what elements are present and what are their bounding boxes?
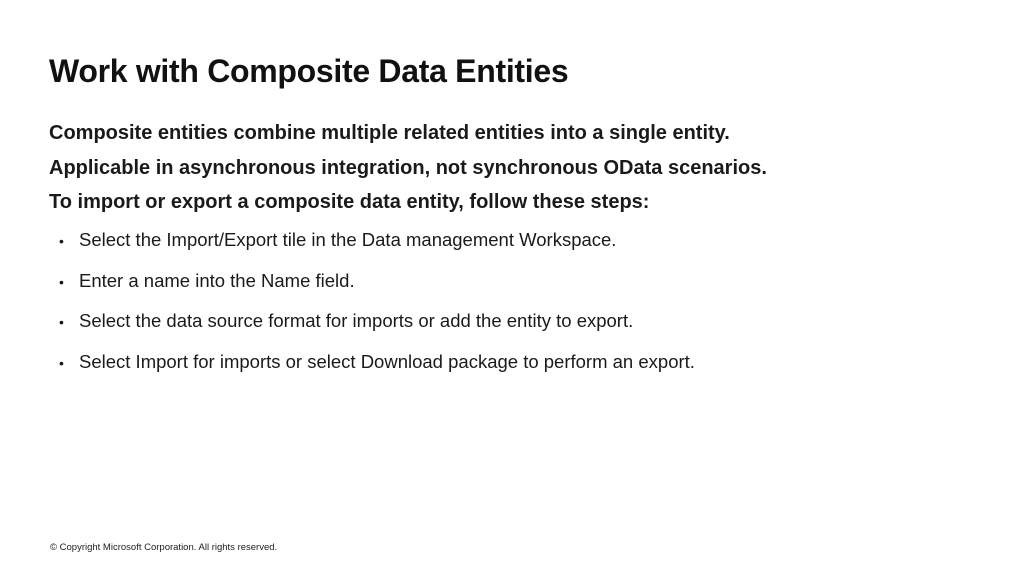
bullet-icon: •	[59, 354, 64, 371]
step-text: Enter a name into the Name field.	[79, 269, 355, 291]
copyright-footer: © Copyright Microsoft Corporation. All rights reserved.	[50, 542, 278, 553]
intro-block	[49, 116, 767, 220]
steps-list	[59, 227, 695, 389]
intro-line: Applicable in asynchronous integration, not synchronous OData scenarios.	[49, 156, 767, 179]
step-item	[59, 349, 695, 376]
intro-line: To import or export a composite data entity, follow these steps:	[49, 191, 650, 213]
bullet-icon: •	[59, 273, 64, 290]
bullet-icon: •	[59, 233, 64, 249]
step-item	[59, 308, 695, 335]
step-item	[59, 268, 695, 295]
step-text: Select the Import/Export tile in the Data management Workspace.	[79, 229, 617, 250]
slide-title: Work with Composite Data Entities	[49, 53, 569, 89]
step-text: Select Import for imports or select Download package to perform an export.	[79, 350, 695, 372]
bullet-icon: •	[59, 314, 64, 330]
intro-line: Composite entities combine multiple related entities into a single entity.	[49, 122, 730, 144]
step-item	[59, 227, 695, 254]
step-text: Select the data source format for imports or add the entity to export.	[79, 310, 634, 331]
